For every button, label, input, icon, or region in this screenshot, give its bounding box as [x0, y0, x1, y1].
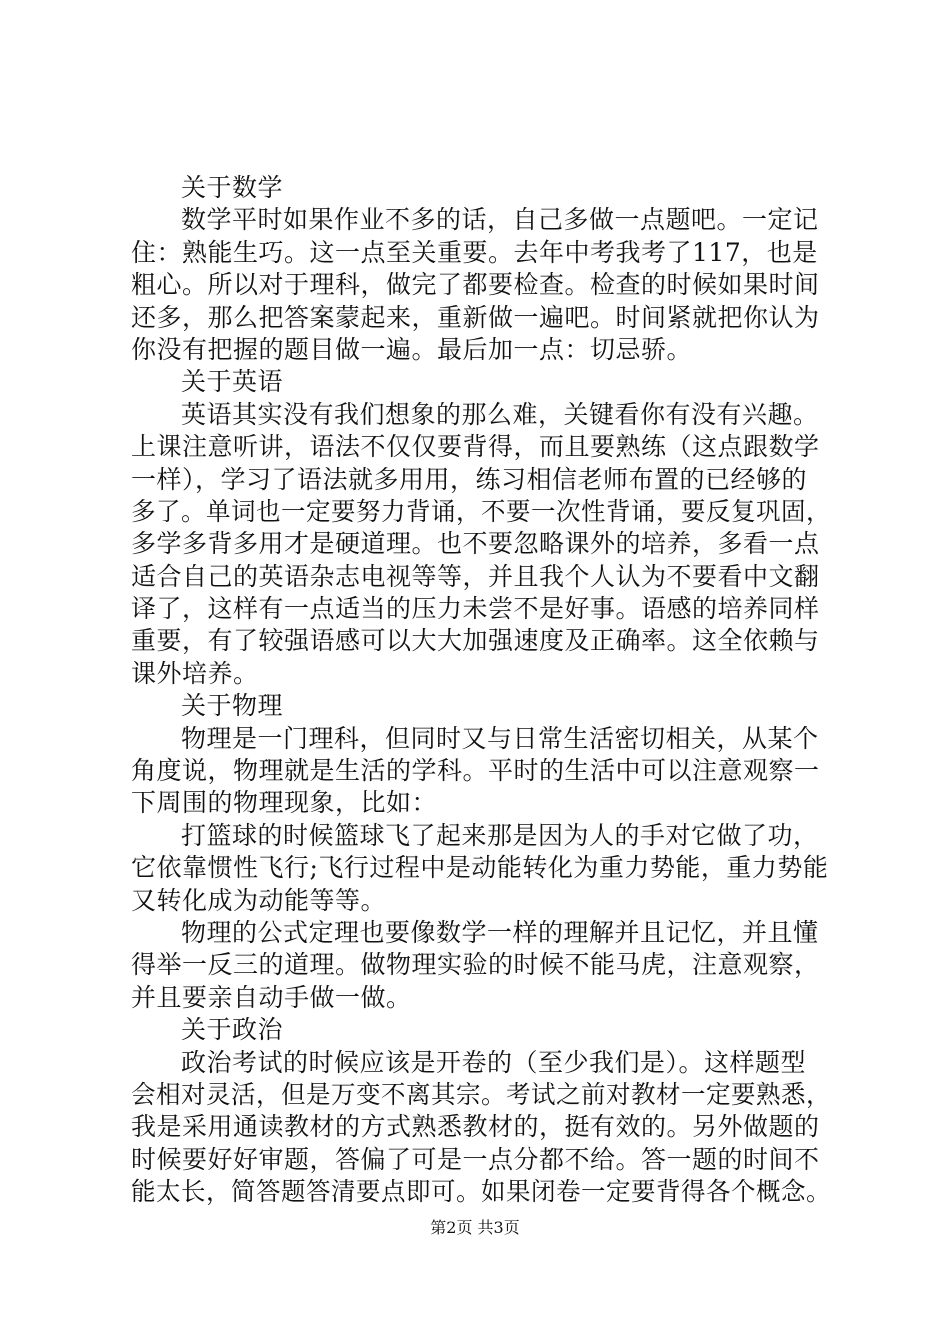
text-line: 我是采用通读教材的方式熟悉教材的，挺有效的。另外做题的	[131, 1112, 820, 1142]
text-line: 关于政治	[181, 1015, 284, 1045]
page-number-label: 第2页 共3页	[430, 1218, 520, 1237]
text-line: 关于物理	[181, 691, 284, 721]
text-line: 关于英语	[181, 367, 284, 397]
text-line: 住：熟能生巧。这一点至关重要。去年中考我考了117，也是	[131, 237, 818, 267]
text-line: 多了。单词也一定要努力背诵，不要一次性背诵，要反复巩固，	[131, 496, 832, 526]
text-line: 重要，有了较强语感可以大大加强速度及正确率。这全依赖与	[131, 626, 820, 656]
text-line: 译了，这样有一点适当的压力未尝不是好事。语感的培养同样	[131, 594, 820, 624]
text-line: 你没有把握的题目做一遍。最后加一点：切忌骄。	[131, 334, 693, 364]
text-line: 还多，那么把答案蒙起来，重新做一遍吧。时间紧就把你认为	[131, 302, 820, 332]
text-line: 时候要好好审题，答偏了可是一点分都不给。答一题的时间不	[131, 1144, 820, 1174]
text-line: 会相对灵活，但是万变不离其宗。考试之前对教材一定要熟悉，	[131, 1079, 832, 1109]
text-line: 课外培养。	[131, 658, 259, 688]
document-body	[131, 172, 831, 1209]
text-line: 关于数学	[181, 173, 284, 202]
text-line: 物理是一门理科，但同时又与日常生活密切相关，从某个	[181, 723, 819, 753]
text-line: 上课注意听讲，语法不仅仅要背得，而且要熟练（这点跟数学	[131, 432, 820, 462]
text-line: 得举一反三的道理。做物理实验的时候不能马虎，注意观察，	[131, 950, 820, 980]
text-line: 物理的公式定理也要像数学一样的理解并且记忆，并且懂	[181, 917, 819, 947]
text-line: 又转化成为动能等等。	[131, 885, 387, 915]
text-line: 数学平时如果作业不多的话，自己多做一点题吧。一定记	[181, 205, 819, 235]
text-line: 粗心。所以对于理科，做完了都要检查。检查的时候如果时间	[131, 270, 820, 300]
text-line: 能太长，简答题答清要点即可。如果闭卷一定要背得各个概念。	[131, 1177, 832, 1207]
page-footer	[0, 1218, 950, 1238]
text-line: 并且要亲自动手做一做。	[131, 982, 412, 1012]
text-line: 它依靠惯性飞行;飞行过程中是动能转化为重力势能，重力势能	[131, 853, 829, 883]
text-line: 打篮球的时候篮球飞了起来那是因为人的手对它做了功，	[181, 820, 819, 850]
text-line: 角度说，物理就是生活的学科。平时的生活中可以注意观察一	[131, 756, 820, 786]
text-line: 英语其实没有我们想象的那么难，关键看你有没有兴趣。	[181, 399, 819, 429]
text-line: 多学多背多用才是硬道理。也不要忽略课外的培养，多看一点	[131, 529, 820, 559]
text-line: 适合自己的英语杂志电视等等，并且我个人认为不要看中文翻	[131, 561, 820, 591]
text-line: 政治考试的时候应该是开卷的（至少我们是）。这样题型	[181, 1047, 807, 1077]
text-line: 下周围的物理现象，比如：	[131, 788, 438, 818]
text-line: 一样），学习了语法就多用用，练习相信老师布置的已经够的	[131, 464, 808, 494]
